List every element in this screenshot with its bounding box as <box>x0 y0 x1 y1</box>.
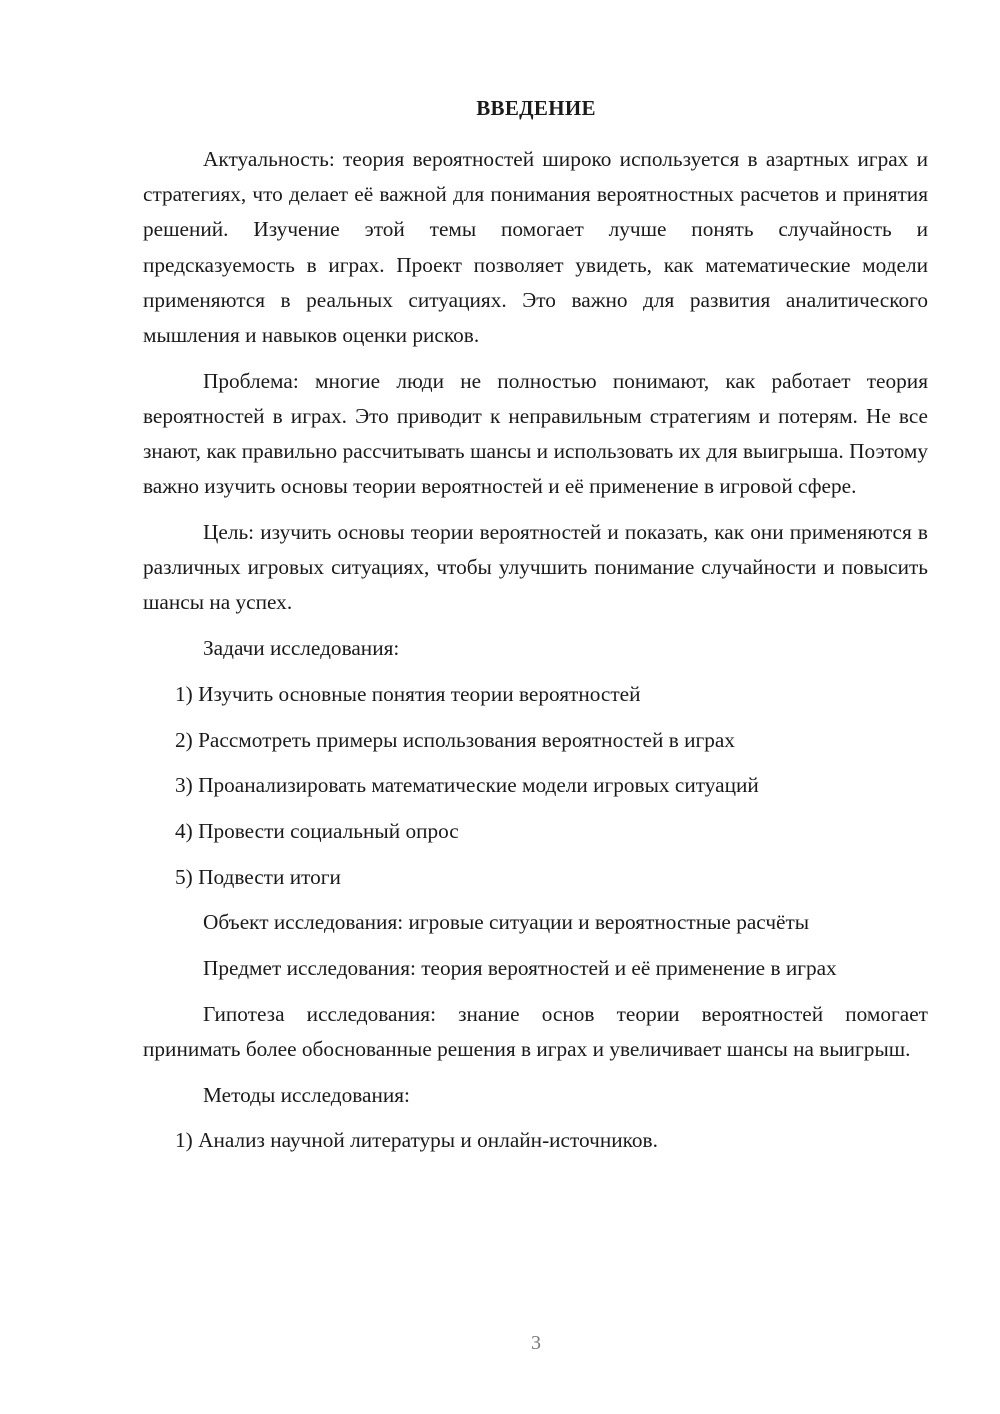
task-item: 1) Изучить основные понятия теории вероятностей <box>175 681 641 706</box>
page-title: ВВЕДЕНИЕ <box>476 96 596 120</box>
task-item: 4) Провести социальный опрос <box>175 818 459 843</box>
research-subject: Предмет исследования: теория вероятностей и её применение в играх <box>203 956 837 981</box>
document-body <box>143 142 928 1169</box>
goal-paragraph: Цель: изучить основы теории вероятностей и показать, как они применяются в различных игровых ситуациях, чтобы улучшить понимание случайности и повысить шансы на успех. <box>143 520 928 615</box>
research-hypothesis: Гипотеза исследования: знание основ теории вероятностей помогает принимать более обоснованные решения в играх и увеличивает шансы на выигрыш. <box>143 1001 928 1061</box>
page-number: 3 <box>531 1332 541 1354</box>
tasks-heading: Задачи исследования: <box>203 636 400 661</box>
research-object: Объект исследования: игровые ситуации и вероятностные расчёты <box>203 910 810 935</box>
task-item: 5) Подвести итоги <box>175 864 341 889</box>
task-item: 3) Проанализировать математические модели игровых ситуаций <box>175 773 759 798</box>
method-item: 1) Анализ научной литературы и онлайн-источников. <box>175 1128 658 1153</box>
relevance-paragraph: Актуальность: теория вероятностей широко используется в азартных играх и стратегиях, что делает её важной для понимания вероятностных расчетов и принятия решений. Изучение этой темы помогает лучше понять случайность и предсказуемость в играх. Проект позволяет увидеть, как математические модели применяются в реальных ситуациях. Это важно для развития аналитического мышления и навыков оценки рисков. <box>143 147 928 348</box>
methods-heading: Методы исследования: <box>203 1082 410 1107</box>
task-item: 2) Рассмотреть примеры использования вероятностей в играх <box>175 727 735 752</box>
problem-paragraph: Проблема: многие люди не полностью понимают, как работает теория вероятностей в играх. Это приводит к неправильным стратегиям и потерям. Не все знают, как правильно рассчитывать шансы и использовать их для выигрыша. Поэтому важно изучить основы теории вероятностей и её применение в игровой сфере. <box>143 368 928 499</box>
